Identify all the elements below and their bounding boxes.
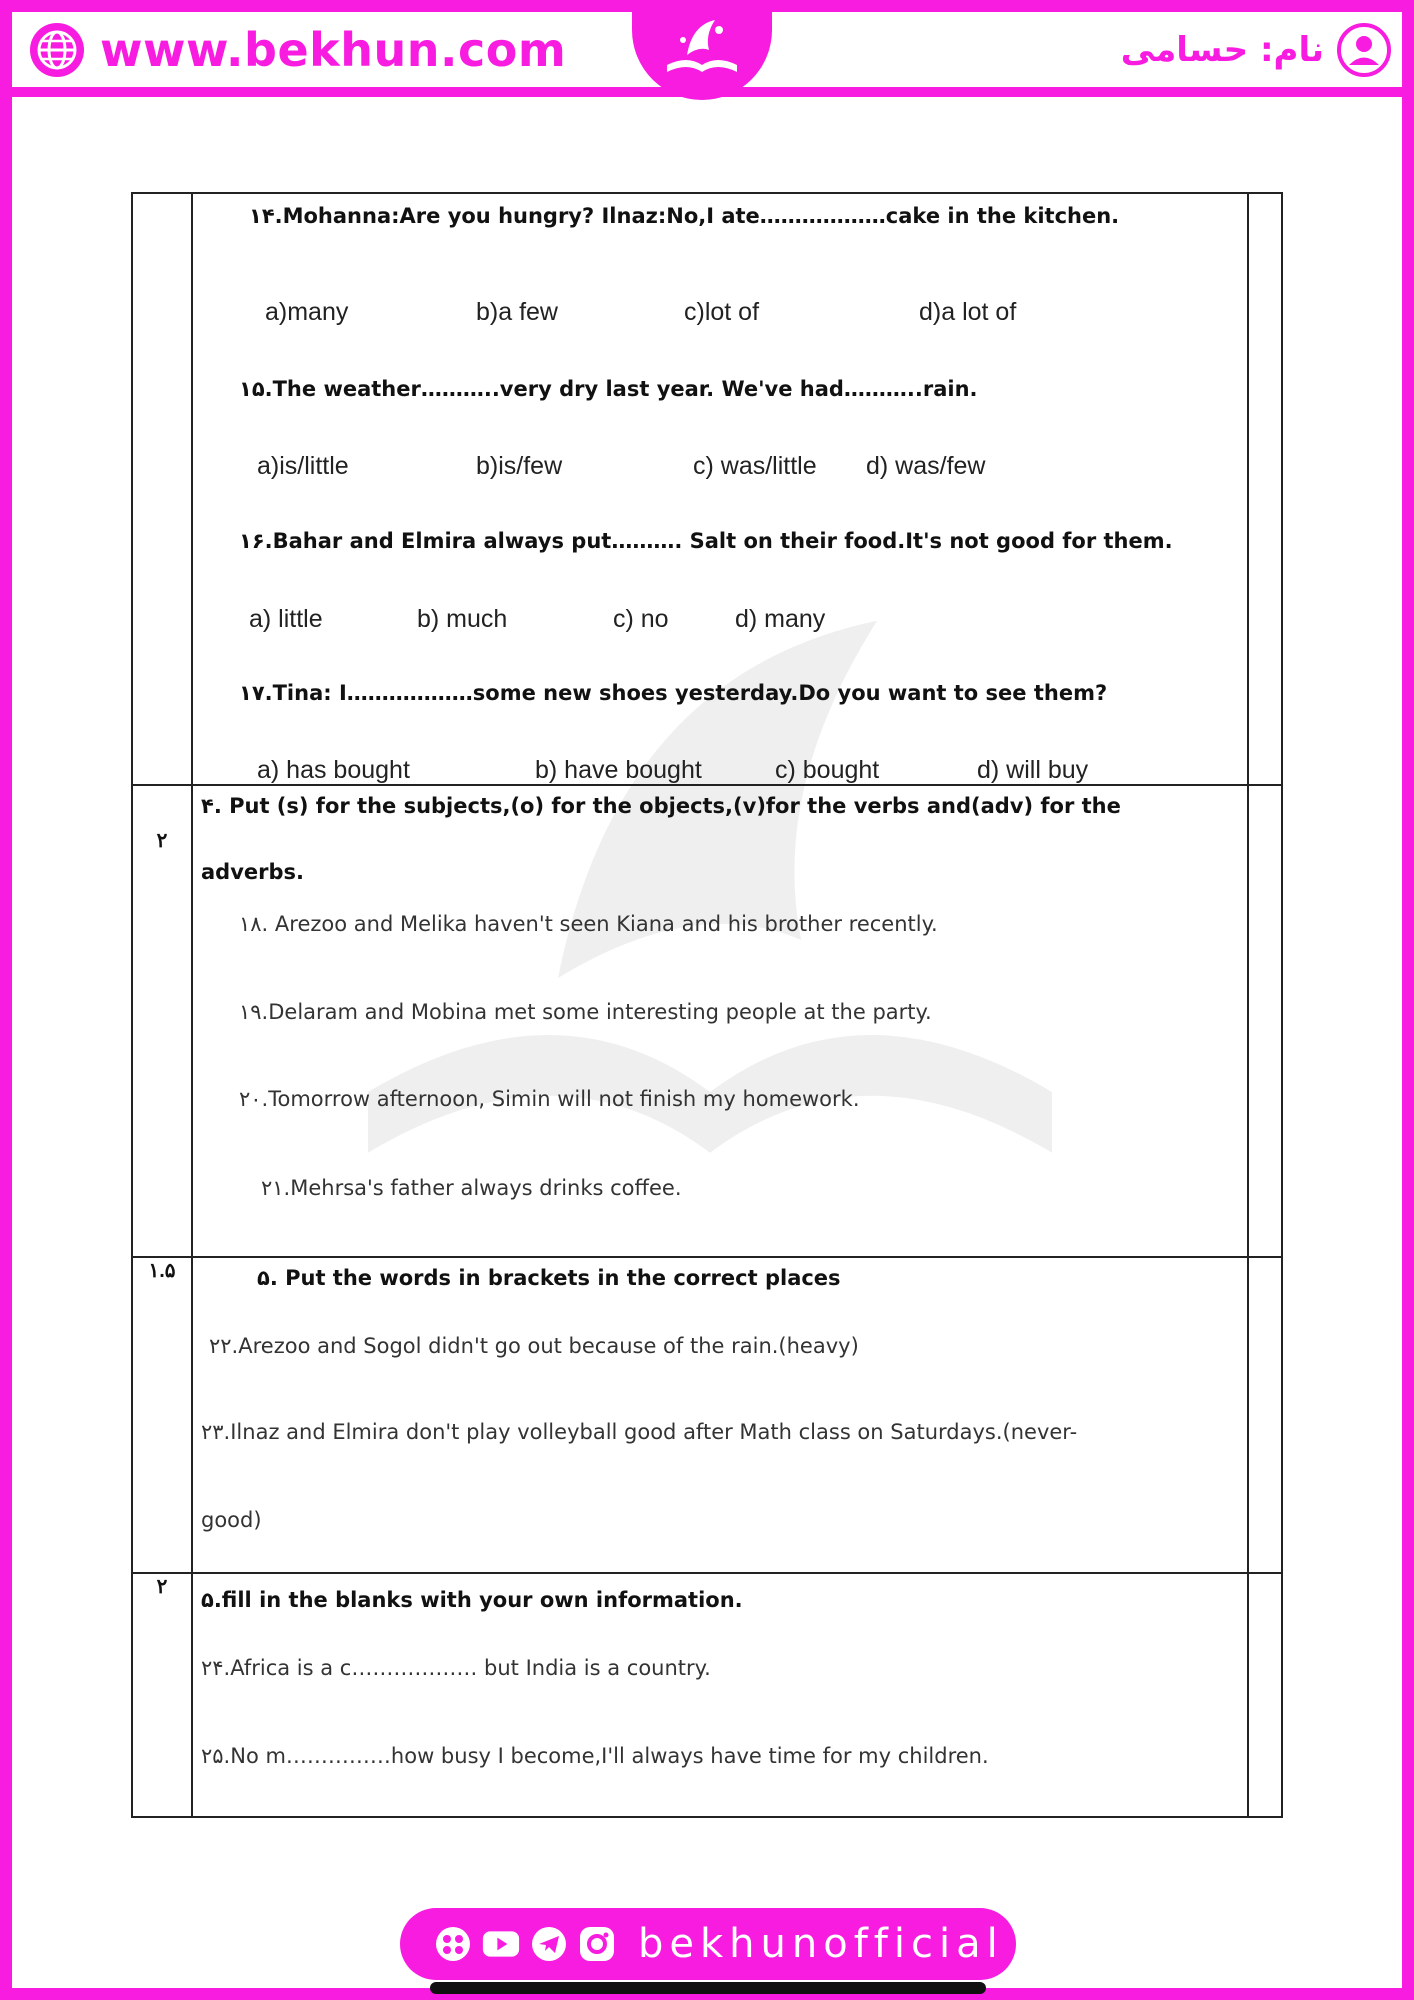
camera-reel-icon[interactable]: [434, 1925, 472, 1963]
score-cell: [132, 785, 192, 1257]
globe-icon: [28, 21, 86, 79]
sentence-21: ۲۱.Mehrsa's father always drinks coffee.: [261, 1176, 682, 1200]
option-17b: b) have bought: [535, 756, 702, 784]
score-value: ۲: [156, 830, 168, 852]
right-margin-cell: [1248, 1257, 1282, 1573]
option-16b: b) much: [417, 605, 508, 633]
sentence-20: ۲۰.Tomorrow afternoon, Simin will not finish my homework.: [239, 1087, 860, 1111]
option-15a: a)is/little: [257, 452, 349, 480]
questions-cell: [192, 785, 1248, 1257]
question-14: ۱۴.Mohanna:Are you hungry? Ilnaz:No,I ate………………cake in the kitchen.: [249, 204, 1120, 228]
score-cell: ۲: [132, 1573, 192, 1817]
option-14b: b)a few: [476, 298, 558, 326]
exam-table: [131, 192, 1283, 1818]
option-17a: a) has bought: [257, 756, 410, 784]
option-15b: b)is/few: [476, 452, 563, 480]
section-4-title-2: adverbs.: [201, 860, 305, 884]
user-circle-icon: [1336, 22, 1392, 78]
option-16d: d) many: [735, 605, 826, 633]
option-15c: c) was/little: [693, 452, 817, 480]
right-margin-cell: [1248, 193, 1282, 785]
option-14a: a)many: [265, 298, 349, 326]
brand-logo: [632, 0, 772, 100]
option-14d: d)a lot of: [919, 298, 1017, 326]
book-logo-icon: [657, 10, 747, 90]
score-cell: ۱.۵: [132, 1257, 192, 1573]
section-4-title-1: ۴. Put (s) for the subjects,(o) for the objects,(v)for the verbs and(adv) for the: [201, 794, 1121, 818]
option-15d: d) was/few: [866, 452, 986, 480]
section-row-2: [132, 785, 1282, 1257]
sentence-18: ۱۸. Arezoo and Melika haven't seen Kiana and his brother recently.: [239, 912, 938, 936]
instagram-icon[interactable]: [578, 1925, 616, 1963]
section-5b-title: ۵.fill in the blanks with your own information.: [201, 1588, 743, 1612]
questions-cell: [192, 193, 1248, 785]
youtube-icon[interactable]: [482, 1925, 520, 1963]
question-16: ۱۶.Bahar and Elmira always put………. Salt on their food.It's not good for them.: [239, 529, 1173, 553]
section-row-3: [132, 1257, 1282, 1573]
sentence-23-line-1: ۲۳.Ilnaz and Elmira don't play volleyball good after Math class on Saturdays.(never-: [201, 1420, 1078, 1444]
sentence-22: ۲۲.Arezoo and Sogol didn't go out because of the rain.(heavy): [209, 1334, 859, 1358]
option-16a: a) little: [249, 605, 323, 633]
social-handle[interactable]: bekhunofficial: [638, 1921, 1004, 1967]
name-label: نام: حسامی: [1120, 30, 1324, 70]
option-14c: c)lot of: [684, 298, 760, 326]
section-row-1: [132, 193, 1282, 785]
section-row-4: [132, 1573, 1282, 1817]
footer-shadow: [430, 1982, 986, 1994]
question-15: ۱۵.The weather………..very dry last year. We've had………..rain.: [239, 377, 978, 401]
telegram-icon[interactable]: [530, 1925, 568, 1963]
sentence-19: ۱۹.Delaram and Mobina met some interesting people at the party.: [239, 1000, 932, 1024]
option-16c: c) no: [613, 605, 669, 633]
score-cell: [132, 193, 192, 785]
header-bar: [12, 12, 1402, 97]
option-17c: c) bought: [775, 756, 880, 784]
questions-cell: [192, 1573, 1248, 1817]
right-margin-cell: [1248, 1573, 1282, 1817]
sentence-23-line-2: good): [201, 1508, 262, 1532]
section-5-title: ۵. Put the words in brackets in the correct places: [257, 1266, 841, 1290]
student-name: [1121, 20, 1392, 80]
right-margin-cell: [1248, 785, 1282, 1257]
option-17d: d) will buy: [977, 756, 1089, 784]
site-link[interactable]: [28, 20, 566, 80]
question-17: ۱۷.Tina: I………………some new shoes yesterday.Do you want to see them?: [239, 681, 1108, 705]
site-url: www.bekhun.com: [100, 23, 567, 77]
questions-cell: [192, 1257, 1248, 1573]
sentence-24: ۲۴.Africa is a c……………… but India is a country.: [201, 1656, 711, 1680]
footer-social-bar: [400, 1908, 1016, 1980]
sentence-25: ۲۵.No m……………how busy I become,I'll always have time for my children.: [201, 1744, 989, 1768]
